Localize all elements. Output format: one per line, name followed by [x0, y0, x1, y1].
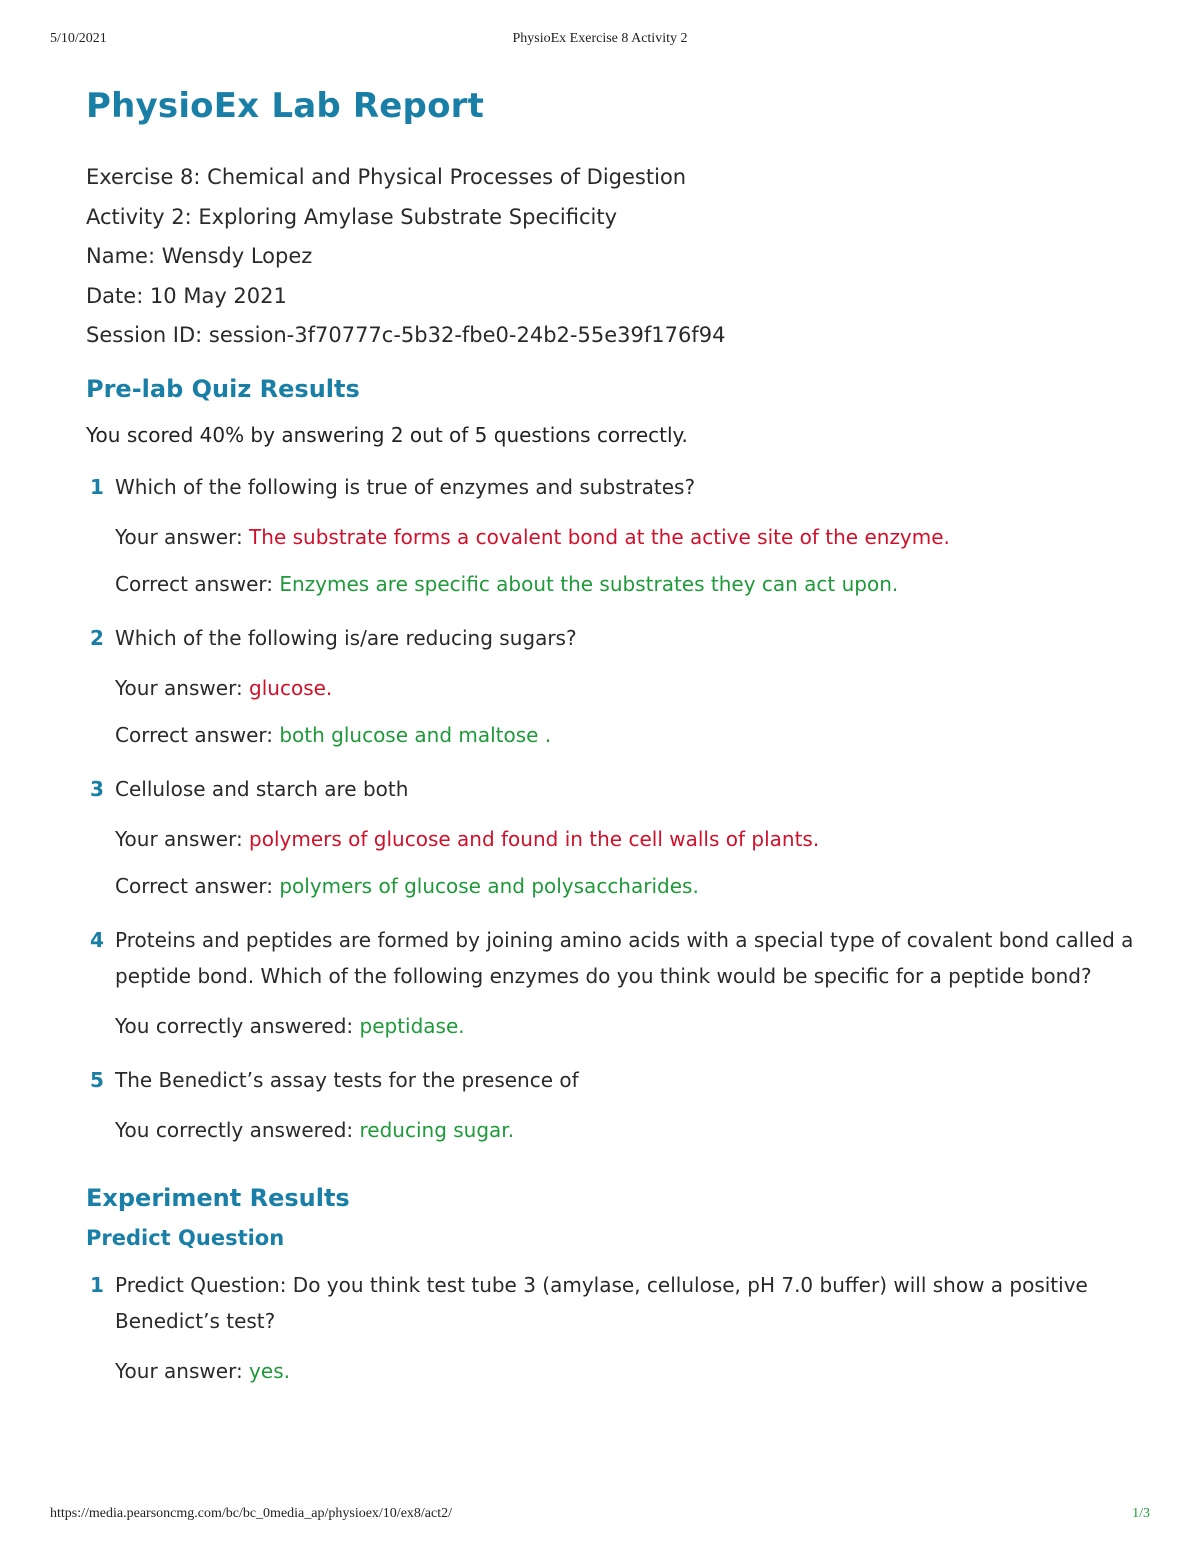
your-answer-value: yes. [249, 1358, 290, 1383]
question-text: Proteins and peptides are formed by joining amino acids with a special type of covalent bond called a peptide bond. Which of the following enzymes do you think would be specific for a peptide bond? [115, 927, 1134, 988]
your-answer [115, 673, 1146, 703]
correct-answer-label: Correct answer: [115, 571, 280, 596]
question-number: 1 [90, 1272, 104, 1297]
correct-answer [115, 720, 1146, 750]
prelab-heading: Pre-lab Quiz Results [86, 374, 360, 403]
correct-answer [115, 871, 1146, 901]
quiz-question-1 [86, 469, 1146, 599]
correct-answer-value: peptidase. [359, 1013, 465, 1038]
quiz-question-2 [86, 620, 1146, 750]
correct-answer-value: reducing sugar. [359, 1117, 515, 1142]
your-answer-value: polymers of glucose and found in the cell walls of plants. [249, 826, 820, 851]
print-footer [50, 1506, 1150, 1526]
question-text: Cellulose and starch are both [115, 776, 409, 801]
quiz-question-5 [86, 1062, 1146, 1145]
student-name: Name: Wensdy Lopez [86, 244, 313, 268]
question-number: 3 [90, 776, 104, 801]
your-answer-label: Your answer: [115, 524, 250, 549]
correct-answer-value: polymers of glucose and polysaccharides. [279, 873, 699, 898]
your-answer-label: Your answer: [115, 1358, 250, 1383]
exercise-line: Exercise 8: Chemical and Physical Processes of Digestion [86, 165, 687, 189]
session-id: Session ID: session-3f70777c-5b32-fbe0-24b2-55e39f176f94 [86, 323, 726, 347]
your-answer-label: Your answer: [115, 826, 250, 851]
quiz-question-4 [86, 922, 1146, 1041]
correct-answer-value: both glucose and maltose . [279, 722, 552, 747]
print-date: 5/10/2021 [50, 31, 107, 46]
your-answer [115, 522, 1146, 552]
correct-answer-value: Enzymes are specific about the substrates they can act upon. [279, 571, 899, 596]
correct-answer-label: You correctly answered: [115, 1117, 360, 1142]
report-content [86, 84, 1146, 1386]
question-text: Which of the following is true of enzymes and substrates? [115, 474, 696, 499]
question-number: 5 [90, 1067, 104, 1092]
your-answer-label: Your answer: [115, 675, 250, 700]
predict-heading: Predict Question [86, 1225, 285, 1250]
quiz-score: You scored 40% by answering 2 out of 5 questions correctly. [86, 422, 688, 447]
experiment-heading: Experiment Results [86, 1183, 350, 1212]
print-title: PhysioEx Exercise 8 Activity 2 [512, 31, 688, 46]
correct-answer-label: Correct answer: [115, 722, 280, 747]
page-number: 1/3 [1132, 1506, 1150, 1521]
question-number: 2 [90, 625, 104, 650]
question-number: 1 [90, 474, 104, 499]
your-answer-value: glucose. [249, 675, 333, 700]
your-answer [115, 824, 1146, 854]
correct-answer-label: You correctly answered: [115, 1013, 360, 1038]
report-title: PhysioEx Lab Report [86, 86, 485, 126]
activity-line: Activity 2: Exploring Amylase Substrate Specificity [86, 204, 618, 229]
quiz-question-3 [86, 771, 1146, 901]
question-text: Predict Question: Do you think test tube 3 (amylase, cellulose, pH 7.0 buffer) will show a positive Benedict’s test? [115, 1272, 1088, 1333]
print-header [50, 31, 1150, 51]
report-date: Date: 10 May 2021 [86, 283, 287, 308]
question-number: 4 [90, 927, 104, 952]
correct-answer [115, 1115, 1146, 1145]
page-url: https://media.pearsoncmg.com/bc/bc_0media_ap/physioex/10/ex8/act2/ [50, 1506, 453, 1521]
question-text: The Benedict’s assay tests for the presence of [115, 1067, 579, 1092]
correct-answer [115, 1011, 1146, 1041]
correct-answer [115, 569, 1146, 599]
your-answer-value: The substrate forms a covalent bond at the active site of the enzyme. [249, 524, 950, 549]
report-meta [86, 158, 1146, 356]
correct-answer-label: Correct answer: [115, 873, 280, 898]
question-text: Which of the following is/are reducing sugars? [115, 625, 577, 650]
your-answer [115, 1356, 1146, 1386]
predict-question-1 [86, 1267, 1146, 1386]
